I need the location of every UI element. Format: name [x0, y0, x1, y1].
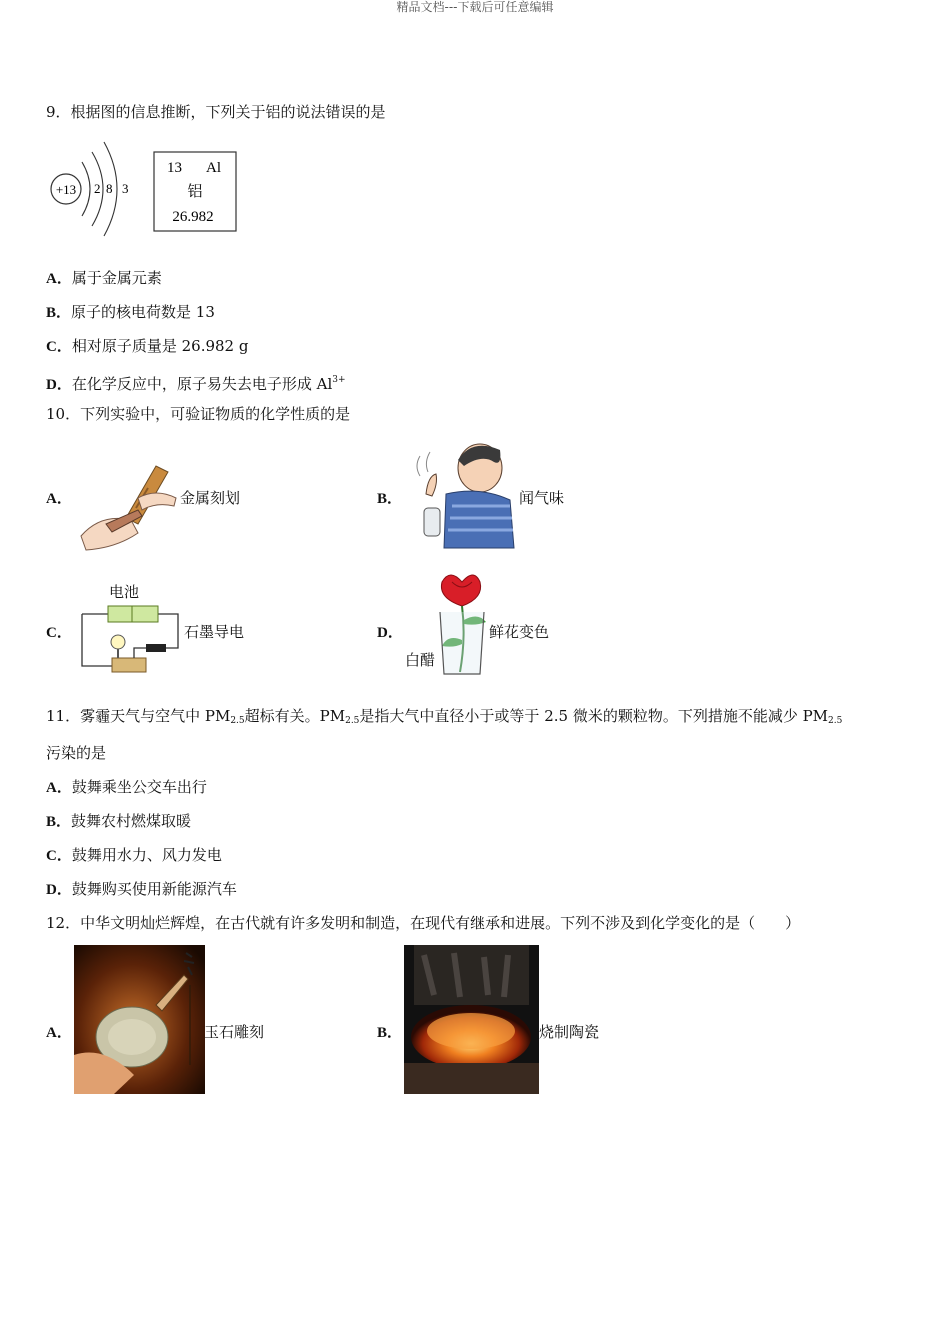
q9-option-a — [46, 268, 162, 289]
element-symbol: Al — [206, 160, 221, 176]
q12-stem: 12．中华文明灿烂辉煌，在古代就有许多发明和制造，在现代有继承和进展。下列不涉及到化学变化的是（ ） — [46, 914, 801, 932]
q12-option-a-caption: 玉石雕刻 — [204, 1023, 265, 1041]
q12-option-b-caption: 烧制陶瓷 — [539, 1023, 600, 1041]
ion-charge: 3+ — [332, 375, 346, 385]
element-number: 13 — [167, 160, 182, 176]
q10-option-d-label: D． — [377, 625, 403, 641]
shell-electrons-3: 3 — [122, 181, 129, 196]
option-text: 属于金属元素 — [71, 269, 162, 287]
q11-option-c: C．鼓舞用水力、风力发电 — [46, 846, 222, 864]
q10-option-b-caption: 闻气味 — [519, 489, 565, 507]
q10-option-b-label: B． — [377, 491, 403, 507]
option-label: A． — [46, 271, 72, 287]
graphite-conductivity-circuit — [72, 600, 184, 678]
q10-option-c-label: C． — [46, 625, 72, 641]
option-text: 原子的核电荷数是 13 — [71, 303, 215, 321]
rose-in-vinegar-illustration — [432, 568, 492, 678]
option-label: B． — [46, 305, 72, 321]
vinegar-label: 白醋 — [405, 651, 436, 669]
q11-option-d: D．鼓舞购买使用新能源汽车 — [46, 880, 237, 898]
option-label: D． — [46, 377, 72, 393]
q12-option-b-label: B． — [377, 1025, 403, 1041]
option-label: C． — [46, 339, 72, 355]
pottery-firing-photo — [404, 945, 539, 1094]
q9-option-c — [46, 336, 248, 357]
shell-electrons-2: 8 — [106, 181, 113, 196]
q11-option-a: A．鼓舞乘坐公交车出行 — [46, 778, 207, 796]
q11-stem: 11．雾霾天气与空气中 $PM_{2.5}$超标有关。$PM_{2.5}$是指大气中直径小于或等于 2.5 微米的颗粒物。下列措施不能减少 $PM_{2.5}$ — [46, 707, 843, 726]
aluminum-atom-diagram — [46, 134, 246, 244]
q9-option-d — [46, 370, 346, 395]
q12-option-a-label: A． — [46, 1025, 72, 1041]
q9-stem: 9．根据图的信息推断，下列关于铝的说法错误的是 — [46, 103, 386, 121]
jade-carving-photo — [74, 945, 205, 1094]
battery-label: 电池 — [109, 583, 140, 601]
q10-option-d-caption: 鲜花变色 — [489, 623, 550, 641]
q10-stem: 10．下列实验中，可验证物质的化学性质的是 — [46, 405, 351, 423]
element-name: 铝 — [187, 182, 203, 200]
page-header: 精品文档---下载后可任意编辑 — [396, 0, 554, 14]
nucleus-charge: +13 — [55, 182, 77, 197]
q11-option-b: B．鼓舞农村燃煤取暖 — [46, 812, 192, 830]
smell-gas-illustration — [402, 436, 520, 554]
q9-option-b — [46, 302, 215, 323]
q11-stem-line2: 污染的是 — [46, 744, 107, 762]
q10-option-c-caption: 石墨导电 — [184, 623, 245, 641]
q10-option-a-caption: 金属刻划 — [180, 489, 241, 507]
q10-option-a-label: A． — [46, 491, 72, 507]
option-text: 在化学反应中，原子易失去电子形成 Al — [71, 375, 333, 393]
metal-scratch-illustration — [76, 458, 181, 553]
element-mass: 26.982 — [172, 209, 214, 225]
option-text: 相对原子质量是 26.982 g — [71, 337, 249, 355]
shell-electrons-1: 2 — [94, 181, 101, 196]
shell-arc-1 — [82, 162, 90, 216]
